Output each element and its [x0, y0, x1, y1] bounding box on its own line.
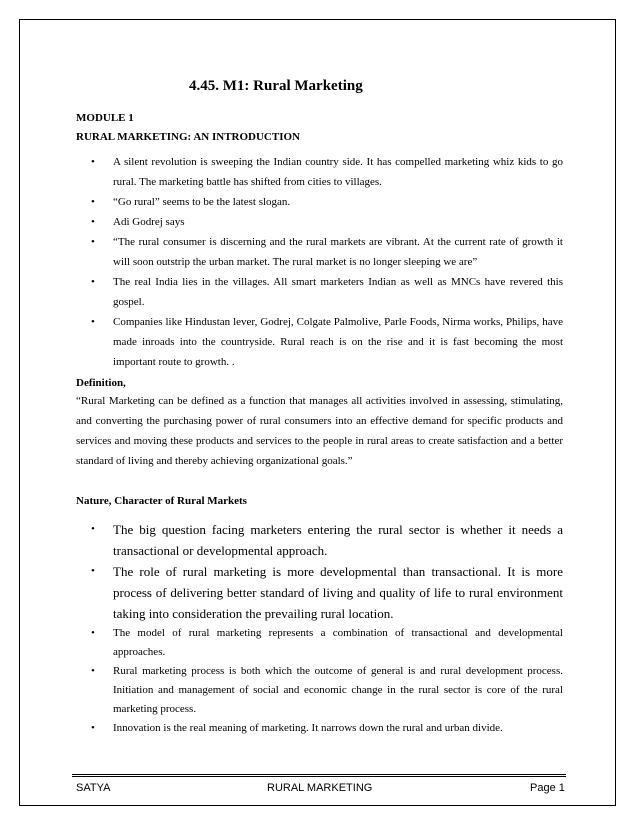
- list-item: • The role of rural marketing is more developmental than transactional. It is more process of delivering better standard of living and quality of life to rural environment taking into consideration the prevailing rural location.: [76, 561, 563, 624]
- footer-author: SATYA: [76, 782, 111, 794]
- list-item: • “Go rural” seems to be the latest slogan.: [76, 192, 563, 212]
- list-item: • “The rural consumer is discerning and the rural markets are vibrant. At the current rate of growth it will soon outstrip the urban market. The rural market is no longer sleeping we are”: [76, 232, 563, 272]
- intro-bullet-list: [76, 152, 563, 372]
- page-title: 4.45. M1: Rural Marketing: [189, 78, 363, 94]
- list-item: • The big question facing marketers entering the rural sector is whether it needs a transactional or developmental approach.: [76, 519, 563, 561]
- footer-page-number: Page 1: [530, 782, 565, 794]
- list-item: • Adi Godrej says: [76, 212, 563, 232]
- list-item: • The real India lies in the villages. All smart marketers Indian as well as MNCs have revered this gospel.: [76, 272, 563, 312]
- list-item: • Companies like Hindustan lever, Godrej, Colgate Palmolive, Parle Foods, Nirma works, Philips, have made inroads into the countryside. Rural reach is on the rise and it is fast becoming the most important route to growth. .: [76, 312, 563, 372]
- list-item: • Rural marketing process is both which the outcome of general is and rural development process. Initiation and management of social and economic change in the rural sector is core of the rural marketing process.: [76, 662, 563, 719]
- list-item: • Innovation is the real meaning of marketing. It narrows down the rural and urban divide.: [76, 719, 563, 738]
- footer-divider: [72, 774, 566, 777]
- module-heading: MODULE 1: [76, 112, 134, 124]
- definition-paragraph: “Rural Marketing can be defined as a function that manages all activities involved in assessing, stimulating, and converting the purchasing power of rural consumers into an effective demand for specific products and services and moving these products and services to the people in rural areas to create satisfaction and a better standard of living and thereby achieving organizational goals.”: [76, 395, 563, 467]
- section-subtitle: RURAL MARKETING: AN INTRODUCTION: [76, 131, 300, 143]
- definition-heading: Definition,: [76, 377, 126, 389]
- list-item: • The model of rural marketing represents a combination of transactional and developmental approaches.: [76, 624, 563, 662]
- nature-heading: Nature, Character of Rural Markets: [76, 495, 247, 507]
- page-content: [76, 111, 563, 738]
- nature-bullet-list: [76, 519, 563, 738]
- footer-course-title: RURAL MARKETING: [267, 782, 373, 794]
- list-item: • A silent revolution is sweeping the Indian country side. It has compelled marketing whiz kids to go rural. The marketing battle has shifted from cities to villages.: [76, 152, 563, 192]
